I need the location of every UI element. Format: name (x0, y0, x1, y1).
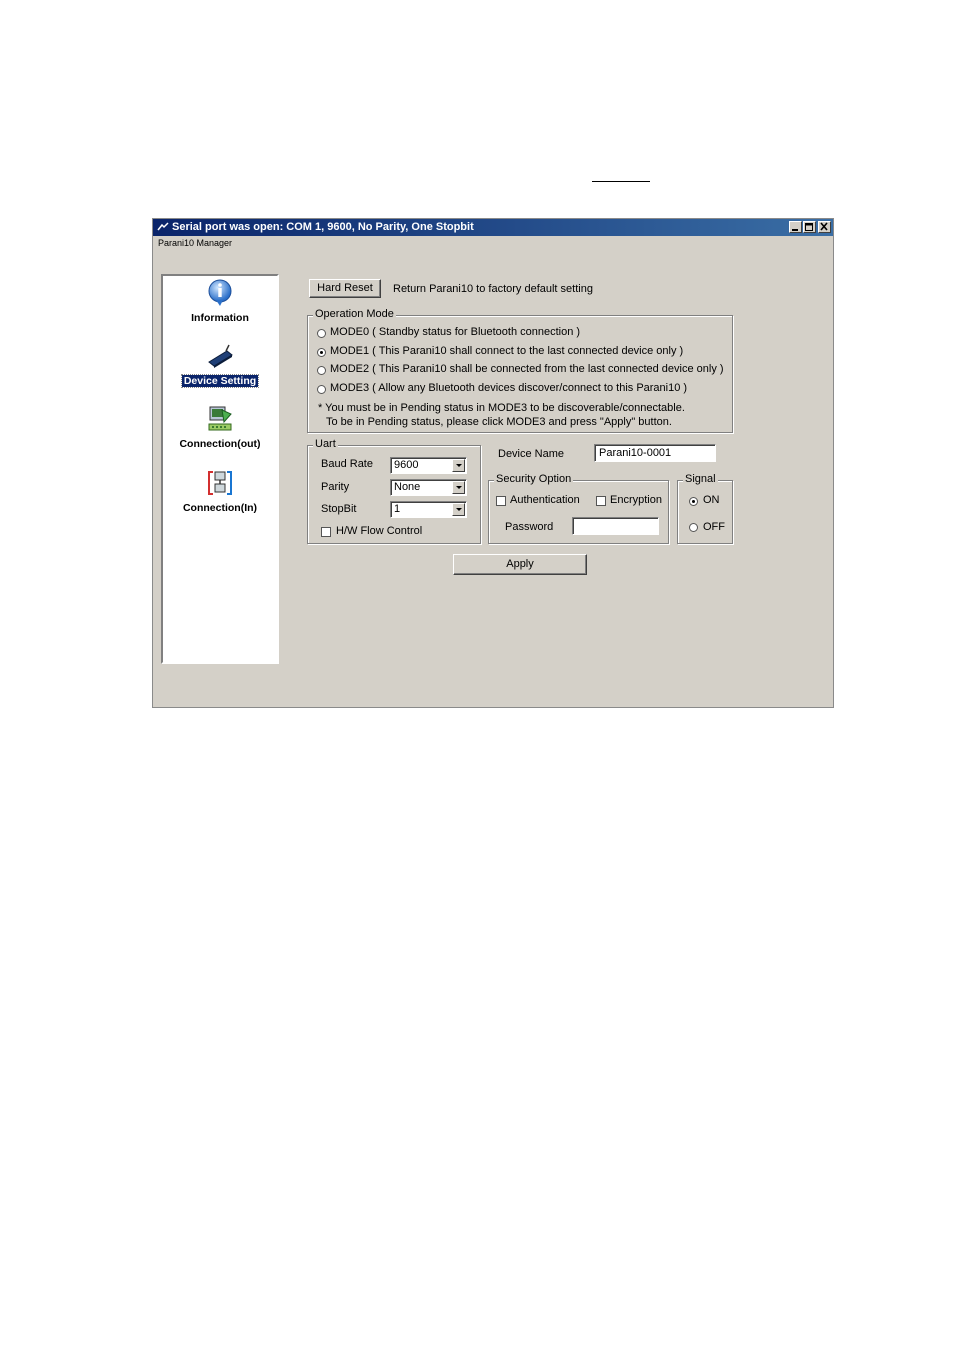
encryption-label[interactable]: Encryption (610, 494, 662, 506)
device-setting-icon (205, 342, 235, 370)
chevron-down-icon[interactable] (452, 481, 465, 494)
uart-title: Uart (315, 438, 336, 450)
mode2-radio[interactable] (317, 366, 326, 375)
window-title: Serial port was open: COM 1, 9600, No Parity, One Stopbit (172, 221, 474, 233)
sidebar-item-label: Connection(out) (179, 438, 261, 450)
baud-rate-select[interactable] (390, 457, 467, 474)
signal-off-label[interactable]: OFF (703, 521, 725, 533)
hw-flow-control-label[interactable]: H/W Flow Control (336, 525, 423, 537)
device-name-label: Device Name (498, 448, 565, 460)
close-icon (819, 222, 830, 232)
signal-group (677, 473, 733, 544)
parity-label: Parity (321, 481, 350, 493)
uart-group (307, 438, 481, 544)
minimize-icon (790, 222, 801, 232)
hard-reset-button[interactable]: Hard Reset (309, 279, 381, 298)
mode1-label[interactable]: MODE1 ( This Parani10 shall connect to the last connected device only ) (330, 345, 684, 357)
document-underline (592, 181, 650, 182)
password-label: Password (505, 521, 554, 533)
sidebar (161, 274, 279, 664)
mode2-label[interactable]: MODE2 ( This Parani10 shall be connected from the last connected device only ) (330, 363, 724, 375)
password-input[interactable] (572, 517, 659, 535)
mode3-radio[interactable] (317, 385, 326, 394)
maximize-icon (804, 222, 815, 232)
mode-note-line1: * You must be in Pending status in MODE3 to be discoverable/connectable. (318, 402, 685, 414)
signal-off-radio[interactable] (689, 523, 698, 532)
operation-mode-group (307, 308, 733, 433)
parity-select[interactable] (390, 479, 467, 496)
title-bar[interactable] (153, 219, 833, 236)
authentication-checkbox[interactable] (496, 496, 506, 506)
app-name-label: Parani10 Manager (158, 238, 233, 248)
info-icon (205, 279, 235, 307)
apply-button[interactable]: Apply (453, 554, 587, 575)
encryption-checkbox[interactable] (596, 496, 606, 506)
stopbit-select[interactable] (390, 501, 467, 518)
sidebar-item-label (163, 375, 277, 387)
mode1-radio[interactable] (317, 348, 326, 357)
sidebar-item-label-text: Device Setting (183, 375, 257, 387)
mode0-label[interactable]: MODE0 ( Standby status for Bluetooth connection ) (330, 326, 581, 338)
signal-on-label[interactable]: ON (703, 494, 720, 506)
baud-rate-label: Baud Rate (321, 458, 373, 470)
signal-on-radio[interactable] (689, 497, 698, 506)
mode0-radio[interactable] (317, 329, 326, 338)
security-option-title: Security Option (496, 473, 572, 485)
operation-mode-title: Operation Mode (315, 308, 394, 320)
stopbit-value: 1 (394, 503, 401, 515)
stopbit-label: StopBit (321, 503, 357, 515)
close-button[interactable] (818, 221, 831, 233)
security-option-group (488, 473, 669, 544)
chevron-down-icon[interactable] (452, 459, 465, 472)
minimize-button[interactable] (789, 221, 802, 233)
maximize-button[interactable] (803, 221, 816, 233)
app-icon (157, 222, 169, 232)
connection-out-icon (205, 405, 235, 433)
mode3-label[interactable]: MODE3 ( Allow any Bluetooth devices discover/connect to this Parani10 ) (330, 382, 688, 394)
hw-flow-control-checkbox[interactable] (321, 527, 331, 537)
sidebar-item-label: Connection(In) (182, 502, 258, 514)
parity-value: None (394, 481, 421, 493)
mode-note-line2: To be in Pending status, please click MODE3 and press "Apply" button. (326, 416, 672, 428)
baud-rate-value: 9600 (394, 459, 419, 471)
parani10-manager-window (152, 218, 834, 708)
authentication-label[interactable]: Authentication (510, 494, 580, 506)
sidebar-item-label: Information (191, 312, 249, 324)
chevron-down-icon[interactable] (452, 503, 465, 516)
connection-in-icon (205, 469, 235, 497)
hard-reset-description: Return Parani10 to factory default setting (393, 283, 593, 295)
device-name-input[interactable]: Parani10-0001 (594, 444, 716, 462)
signal-title: Signal (685, 473, 716, 485)
